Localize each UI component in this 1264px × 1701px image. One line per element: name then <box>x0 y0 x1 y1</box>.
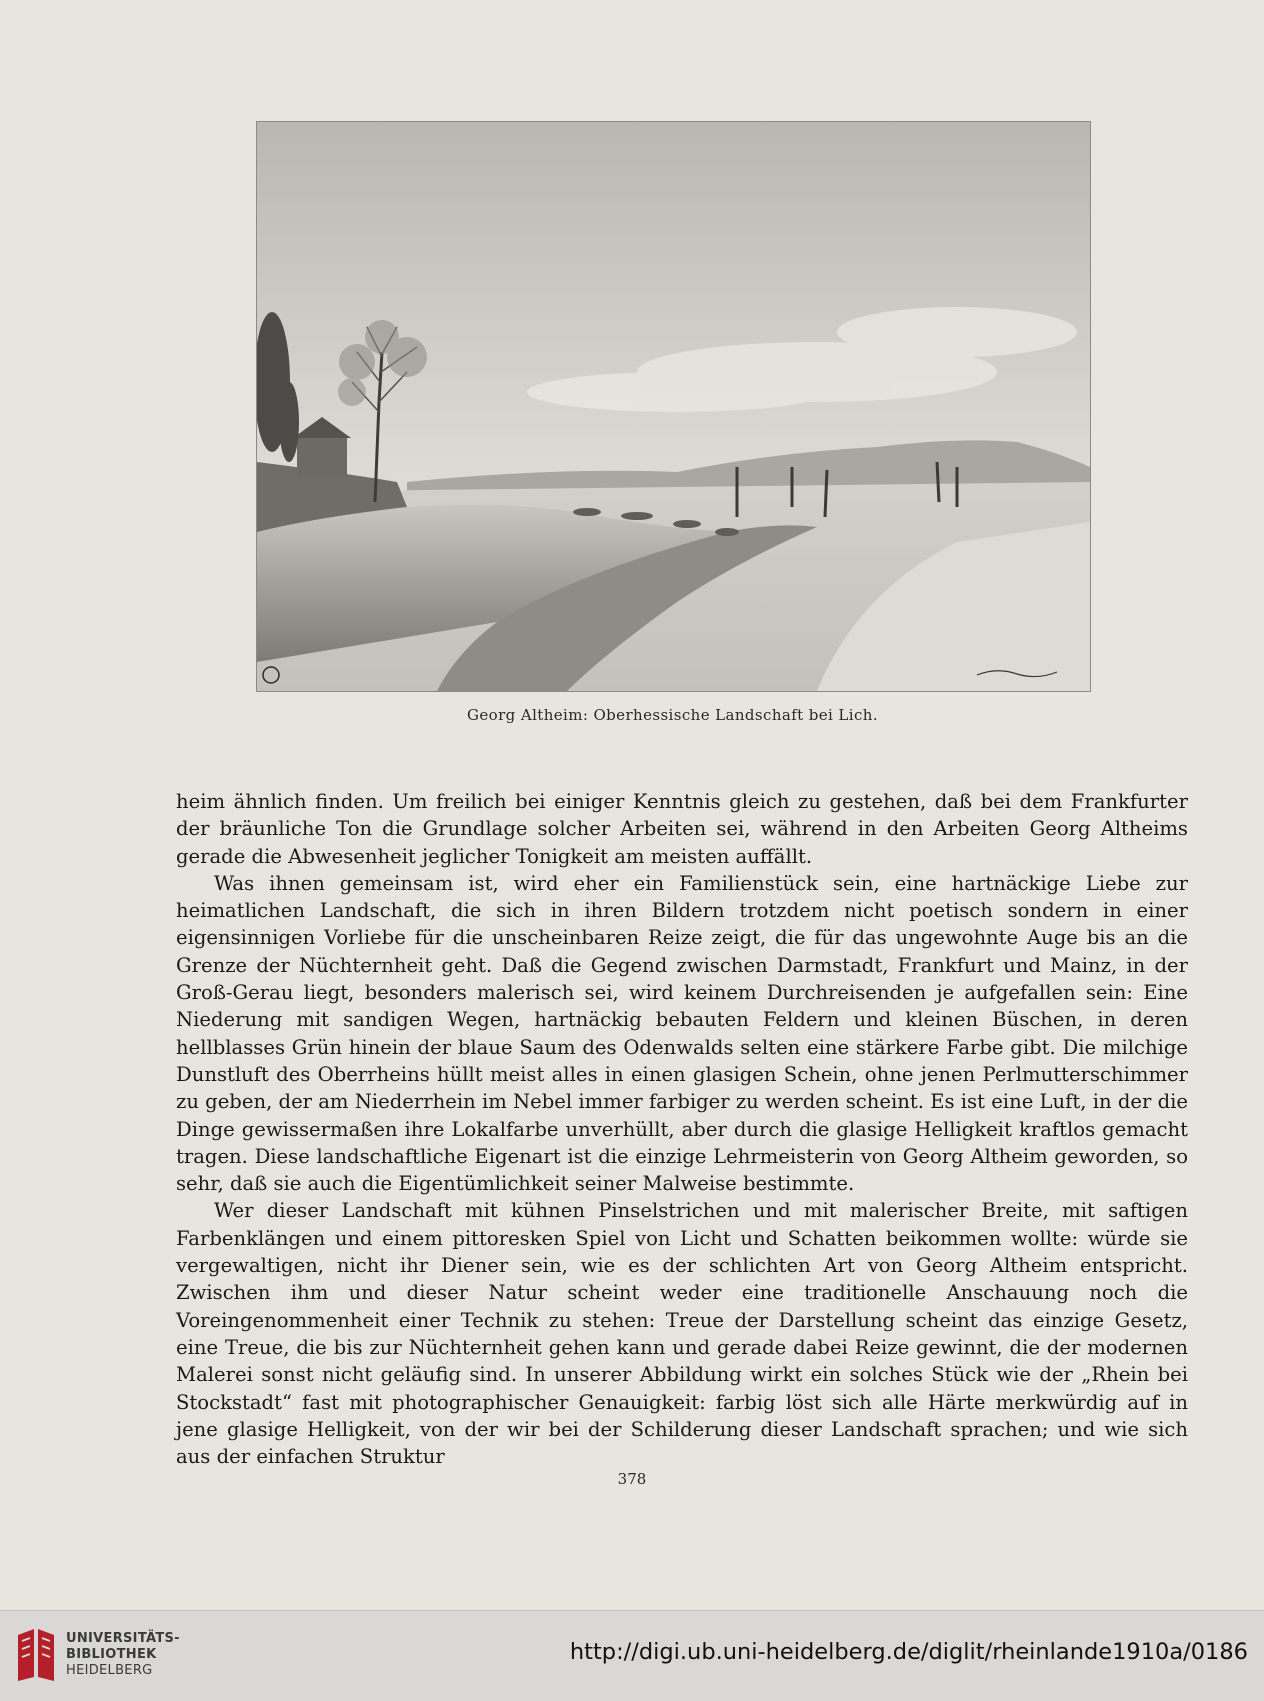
paragraph: Was ihnen gemeinsam ist, wird eher ein Familienstück sein, eine hartnäckige Liebe zur heimatlichen Landschaft, die sich in ihren Bildern trotzdem nicht poetisch sondern in einer eigensinnigen Vorliebe für die unscheinbaren Reize zeigt, die für das ungewohnte Auge bis an die Grenze der Nüchternheit geht. Daß die Gegend zwischen Darmstadt, Frankfurt und Mainz, in der Groß-Gerau liegt, besonders malerisch sei, wird keinem Durchreisenden je aufgefallen sein: Eine Niederung mit sandigen Wegen, hartnäckig bebauten Feldern und kleinen Büschen, in deren hellblasses Grün hinein der blaue Saum des Odenwalds selten eine stärkere Farbe gibt. Die milchige Dunstluft des Oberrheins hüllt meist alles in einen glasigen Schein, ohne jenen Perlmutterschimmer zu geben, der am Niederrhein im Nebel immer farbiger zu werden scheint. Es ist eine Luft, in der die Dinge gewissermaßen ihre Lokalfarbe unverhüllt, aber durch die glasige Helligkeit kraftlos gemacht tragen. Diese landschaftliche Eigenart ist die einzige Lehrmeisterin von Georg Altheim geworden, so sehr, daß sie auch die Eigentümlichkeit seiner Malweise bestimmte. <box>176 871 1188 1196</box>
paragraph: heim ähnlich finden. Um freilich bei einiger Kenntnis gleich zu gestehen, daß bei dem Frankfurter der bräunliche Ton die Grundlage solcher Arbeiten sei, während in den Arbeiten Georg Altheims gerade die Abwesenheit jeglicher Tonigkeit am meisten auffällt. <box>176 790 1188 868</box>
figure-caption: Georg Altheim: Oberhessische Landschaft bei Lich. <box>467 706 878 724</box>
painting-illustration <box>257 122 1090 691</box>
landscape-painting-image <box>256 121 1091 692</box>
viewer-footer <box>0 1610 1264 1701</box>
article-body <box>176 788 1188 1470</box>
library-name-line: HEIDELBERG <box>66 1663 153 1678</box>
page-number: 378 <box>617 1470 647 1488</box>
library-name <box>66 1631 180 1679</box>
library-name-line: UNIVERSITÄTS- <box>66 1631 180 1646</box>
library-name-line: BIBLIOTHEK <box>66 1647 157 1662</box>
permalink-url[interactable]: http://digi.ub.uni-heidelberg.de/diglit/rheinlande1910a/0186 <box>569 1639 1248 1665</box>
paragraph: Wer dieser Landschaft mit kühnen Pinselstrichen und mit malerischer Breite, mit saftigen Farbenklängen und einem pittoresken Spiel von Licht und Schatten beikommen wollte: würde sie vergewaltigen, nicht ihr Diener sein, wie es der schlichten Art von Georg Altheim entspricht. Zwischen ihm und dieser Natur scheint weder eine traditionelle Anschauung noch die Voreingenommenheit einer Technik zu stehen: Treue der Darstellung scheint das einzige Gesetz, eine Treue, die bis zur Nüchternheit gehen kann und gerade dabei Reize gewinnt, die der modernen Malerei sonst nicht geläufig sind. In unserer Abbildung wirkt ein solches Stück wie der „Rhein bei Stockstadt“ fast mit photographischer Genauigkeit: farbig löst sich alle Härte merkwürdig auf in jene glasige Helligkeit, von der wir bei der Schilderung dieser Landschaft sprachen; und wie sich aus der einfachen Struktur <box>176 1199 1188 1469</box>
library-logo-icon <box>14 1627 58 1683</box>
